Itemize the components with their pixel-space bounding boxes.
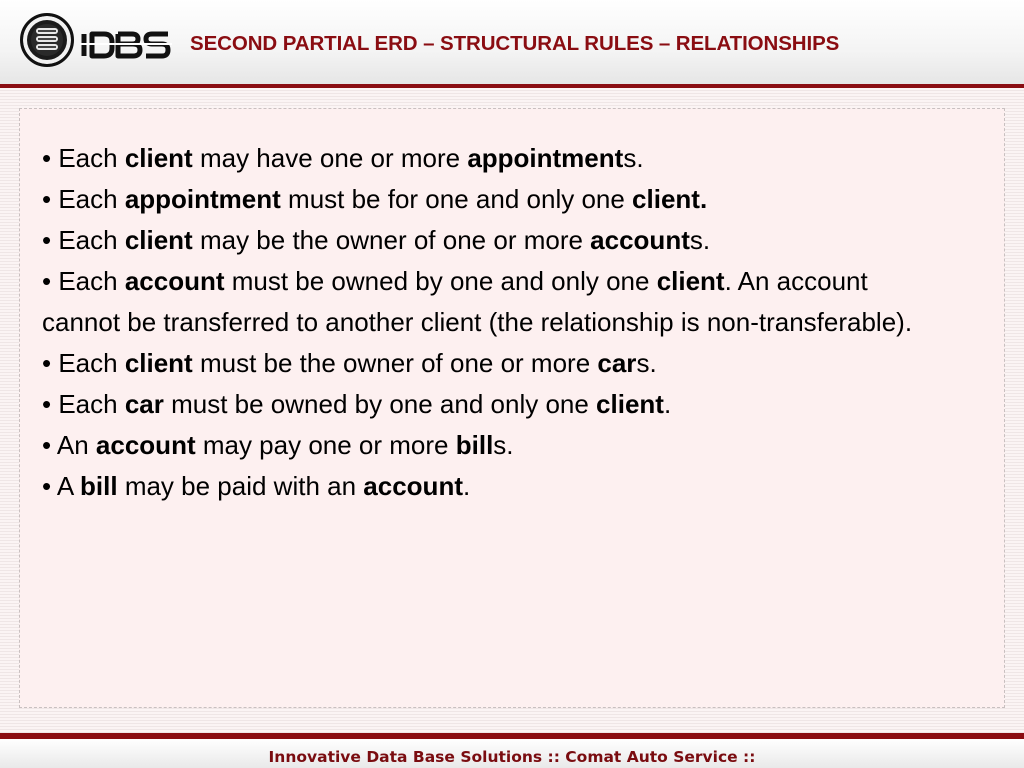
- rule-text: must be owned by one and only one: [163, 389, 597, 419]
- rule-text: may have one or more: [192, 143, 468, 173]
- rule-text: • Each: [42, 184, 125, 214]
- footer-text: Innovative Data Base Solutions :: Comat Auto Service ::: [268, 748, 756, 766]
- structural-rules-list: [42, 138, 942, 507]
- rule-item: [42, 138, 942, 179]
- content-area: [0, 88, 1024, 733]
- rule-item: [42, 220, 942, 261]
- entity-name: appointment: [124, 184, 281, 214]
- entity-name: car: [597, 348, 637, 378]
- rule-text: .: [462, 471, 471, 501]
- entity-name: client: [656, 266, 725, 296]
- entity-name: account: [590, 225, 690, 255]
- rule-text: may be the owner of one or more: [192, 225, 591, 255]
- entity-name: bill: [80, 471, 118, 501]
- database-disk-icon: [20, 13, 74, 67]
- idbs-logo: [78, 22, 174, 64]
- slide-title: SECOND PARTIAL ERD – STRUCTURAL RULES – RELATIONSHIPS: [190, 32, 840, 55]
- rule-text: • Each: [42, 389, 125, 419]
- slide-header: [0, 0, 1024, 84]
- rule-item: [42, 384, 942, 425]
- entity-name: client: [124, 143, 193, 173]
- entity-name: bill: [455, 430, 494, 460]
- rule-item: [42, 425, 942, 466]
- rule-text: • Each: [42, 225, 125, 255]
- rule-text: • A: [42, 471, 81, 501]
- rule-text: s.: [689, 225, 711, 255]
- rule-text: s.: [493, 430, 514, 460]
- rule-text: . An account cannot be transferred to another client (the relationship is non-transferable).: [42, 266, 913, 337]
- rule-item: [42, 343, 942, 384]
- entity-name: car: [124, 389, 164, 419]
- rule-text: • Each: [42, 143, 125, 173]
- entity-name: client: [596, 389, 664, 419]
- rule-text: must be for one and only one: [280, 184, 633, 214]
- entity-name: appointment: [467, 143, 624, 173]
- rule-item: [42, 466, 942, 507]
- entity-name: client.: [632, 184, 708, 214]
- entity-name: account: [363, 471, 463, 501]
- rule-text: may be paid with an: [117, 471, 364, 501]
- rule-text: s.: [636, 348, 657, 378]
- rule-item: [42, 261, 942, 343]
- entity-name: client: [124, 348, 193, 378]
- rule-text: must be the owner of one or more: [192, 348, 598, 378]
- rule-text: • An: [42, 430, 96, 460]
- rule-text: must be owned by one and only one: [224, 266, 657, 296]
- rule-text: • Each: [42, 266, 125, 296]
- entity-name: client: [124, 225, 193, 255]
- rule-text: • Each: [42, 348, 125, 378]
- entity-name: account: [124, 266, 225, 296]
- rule-text: s.: [623, 143, 644, 173]
- slide-footer: [0, 739, 1024, 768]
- entity-name: account: [95, 430, 196, 460]
- rule-text: .: [663, 389, 672, 419]
- rule-item: [42, 179, 942, 220]
- rule-text: may pay one or more: [195, 430, 456, 460]
